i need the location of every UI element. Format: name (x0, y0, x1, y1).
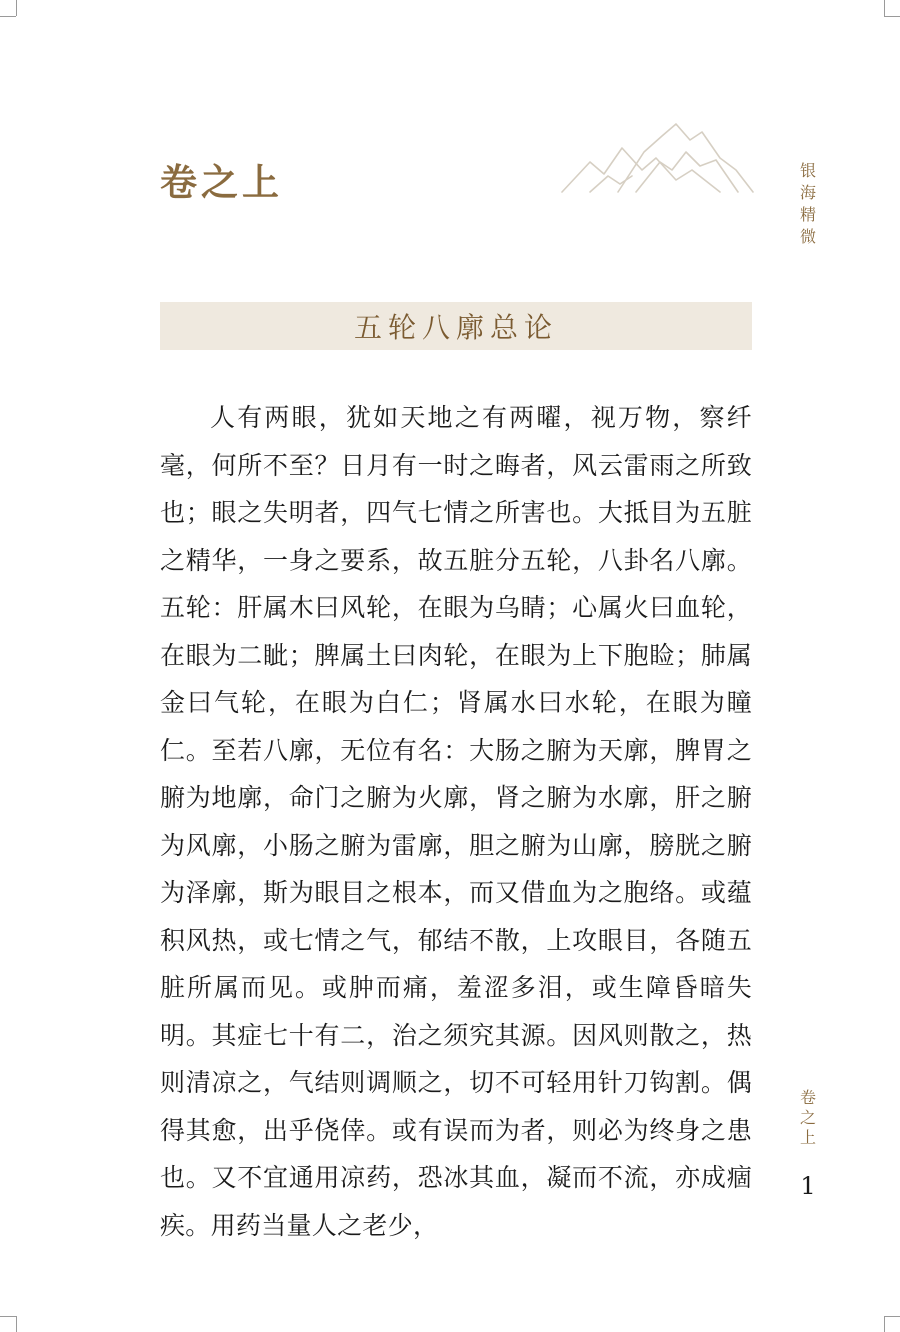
chapter-title: 卷之上 (160, 160, 283, 204)
crop-mark-top-left (16, 0, 17, 16)
running-head-char: 精 (799, 205, 816, 224)
running-head-char: 微 (799, 227, 816, 246)
crop-mark-bottom-left (16, 1316, 17, 1332)
section-heading-bar (160, 302, 752, 350)
crop-mark-right-top (884, 16, 900, 17)
page-number: 1 (800, 1172, 816, 1200)
crop-mark-top-right (884, 0, 885, 16)
crop-mark-left-top (0, 16, 16, 17)
side-chapter-char: 之 (799, 1108, 816, 1127)
running-head-char: 海 (799, 183, 816, 202)
section-title: 五轮八廓总论 (353, 311, 558, 344)
mountains-ornament-icon (560, 118, 755, 196)
side-chapter-char: 卷 (799, 1088, 816, 1107)
crop-mark-left-bottom (0, 1316, 16, 1317)
running-head-book-title (797, 160, 819, 248)
side-chapter-label (798, 1088, 818, 1148)
side-chapter-char: 上 (799, 1128, 816, 1147)
running-head-char: 银 (799, 161, 816, 180)
crop-mark-bottom-right (884, 1316, 885, 1332)
crop-mark-right-bottom (884, 1316, 900, 1317)
body-paragraph: 人有两眼，犹如天地之有两曜，视万物，察纤毫，何所不至？日月有一时之晦者，风云雷雨之所致也；眼之失明者，四气七情之所害也。大抵目为五脏之精华，一身之要系，故五脏分五轮，八卦名八廓。五轮：肝属木曰风轮，在眼为乌睛；心属火曰血轮，在眼为二眦；脾属土曰肉轮，在眼为上下胞睑；肺属金曰气轮，在眼为白仁；肾属水曰水轮，在眼为瞳仁。至若八廓，无位有名：大肠之腑为天廓，脾胃之腑为地廓，命门之腑为火廓，肾之腑为水廓，肝之腑为风廓，小肠之腑为雷廓，胆之腑为山廓，膀胱之腑为泽廓，斯为眼目之根本，而又借血为之胞络。或蕴积风热，或七情之气，郁结不散，上攻眼目，各随五脏所属而见。或肿而痛，羞涩多泪，或生障昏暗失明。其症七十有二，治之须究其源。因风则散之，热则清凉之，气结则调顺之，切不可轻用针刀钩割。偶得其愈，出乎侥倖。或有误而为者，则必为终身之患也。又不宜通用凉药，恐冰其血，凝而不流，亦成痼疾。用药当量人之老少， (160, 403, 752, 1240)
